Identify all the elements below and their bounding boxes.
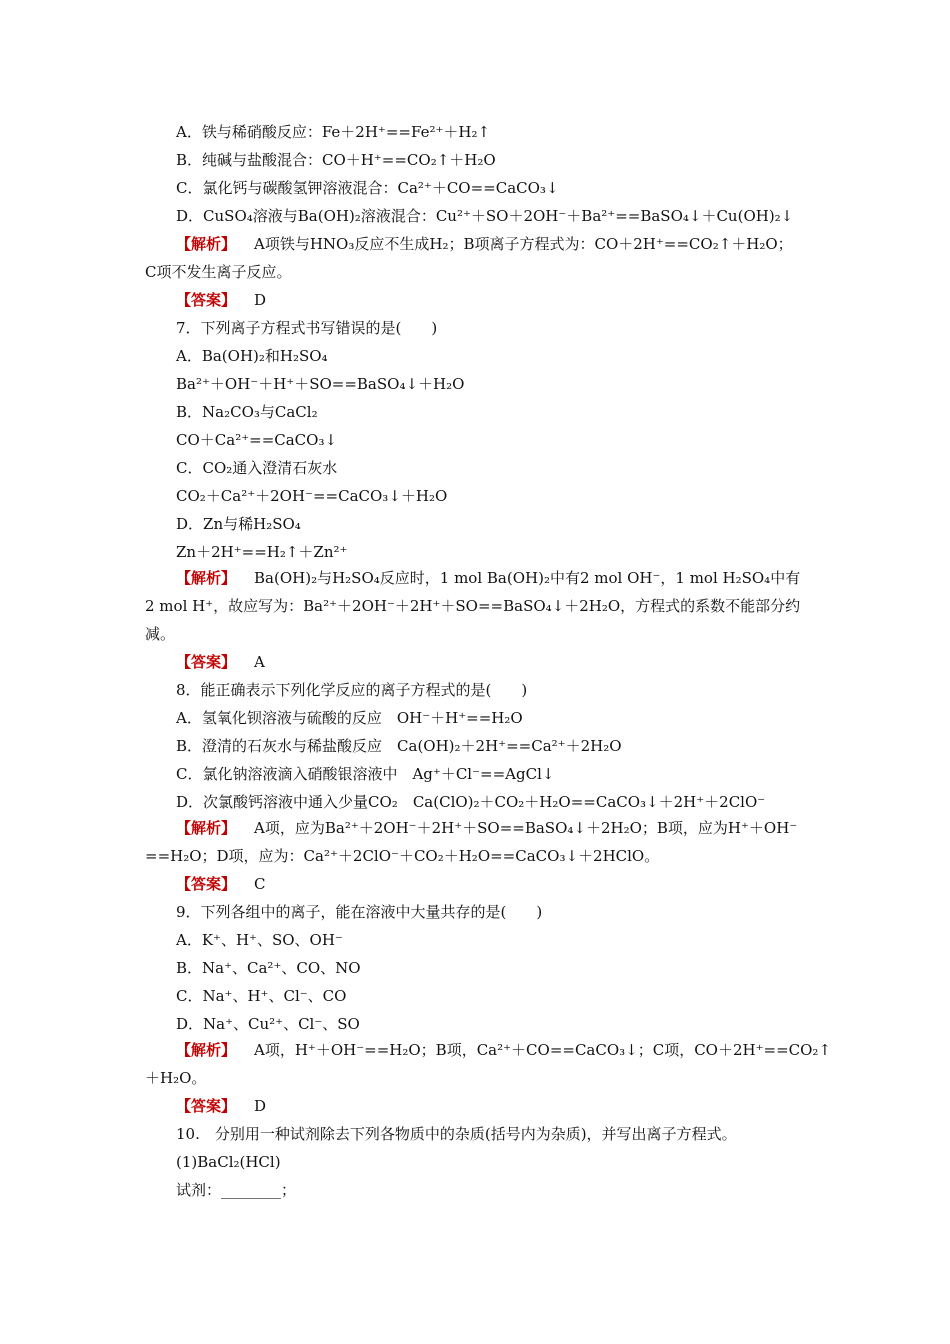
q8-answer bbox=[176, 870, 808, 898]
q8-stem: 8．能正确表示下列化学反应的离子方程式的是( ) bbox=[176, 681, 528, 699]
q9-option-d: D．Na⁺、Cu²⁺、Cl⁻、SO bbox=[176, 1015, 360, 1033]
answer-tag: 【答案】 bbox=[176, 291, 237, 309]
q7-analysis bbox=[176, 564, 808, 592]
q8-option-b: B．澄清的石灰水与稀盐酸反应 Ca(OH)₂＋2H⁺==Ca²⁺＋2H₂O bbox=[176, 737, 622, 755]
q6-option-d: D．CuSO₄溶液与Ba(OH)₂溶液混合：Cu²⁺＋SO＋2OH⁻＋Ba²⁺==BaSO₄↓＋Cu(OH)₂↓ bbox=[176, 207, 794, 225]
q8-analysis-text-2: ==H₂O；D项，应为：Ca²⁺＋2ClO⁻＋CO₂＋H₂O==CaCO₃↓＋2HClO。 bbox=[145, 847, 660, 865]
q7-option-c-equation: CO₂＋Ca²⁺＋2OH⁻==CaCO₃↓＋H₂O bbox=[176, 487, 448, 505]
q8-analysis-text-1: A项，应为Ba²⁺＋2OH⁻＋2H⁺＋SO==BaSO₄↓＋2H₂O；B项，应为H⁺＋OH⁻ bbox=[254, 819, 798, 837]
q9-answer bbox=[176, 1092, 808, 1120]
q9-analysis-text-1: A项，H⁺＋OH⁻==H₂O；B项，Ca²⁺＋CO==CaCO₃↓；C项，CO＋2H⁺==CO₂↑ bbox=[254, 1041, 832, 1059]
q10-stem: 10. 分别用一种试剂除去下列各物质中的杂质(括号内为杂质)，并写出离子方程式。 bbox=[176, 1125, 737, 1143]
q6-option-b: B．纯碱与盐酸混合：CO＋H⁺==CO₂↑＋H₂O bbox=[176, 151, 496, 169]
q6-option-c: C．氯化钙与碳酸氢钾溶液混合：Ca²⁺＋CO==CaCO₃↓ bbox=[176, 179, 559, 197]
q6-answer-value: D bbox=[254, 291, 267, 309]
answer-tag: 【答案】 bbox=[176, 875, 237, 893]
q9-option-c: C．Na⁺、H⁺、Cl⁻、CO bbox=[176, 987, 347, 1005]
q10-reagent-blank: 试剂：________； bbox=[176, 1181, 297, 1199]
q9-stem: 9．下列各组中的离子，能在溶液中大量共存的是( ) bbox=[176, 903, 543, 921]
analysis-tag: 【解析】 bbox=[176, 569, 237, 587]
answer-tag: 【答案】 bbox=[176, 1097, 237, 1115]
q6-answer bbox=[176, 286, 808, 314]
q9-analysis bbox=[176, 1036, 832, 1064]
q9-option-a: A．K⁺、H⁺、SO、OH⁻ bbox=[176, 931, 343, 949]
q7-option-a-equation: Ba²⁺＋OH⁻＋H⁺＋SO==BaSO₄↓＋H₂O bbox=[176, 375, 465, 393]
q7-option-b: B．Na₂CO₃与CaCl₂ bbox=[176, 403, 318, 421]
q7-answer-value: A bbox=[254, 653, 265, 671]
q8-answer-value: C bbox=[254, 875, 266, 893]
q6-option-a: A．铁与稀硝酸反应：Fe＋2H⁺==Fe²⁺＋H₂↑ bbox=[176, 123, 491, 141]
q8-option-d: D．次氯酸钙溶液中通入少量CO₂ Ca(ClO)₂＋CO₂＋H₂O==CaCO₃↓＋2H⁺＋2ClO⁻ bbox=[176, 793, 766, 811]
q9-option-b: B．Na⁺、Ca²⁺、CO、NO bbox=[176, 959, 361, 977]
q7-option-c: C．CO₂通入澄清石灰水 bbox=[176, 459, 338, 477]
analysis-tag: 【解析】 bbox=[176, 819, 237, 837]
analysis-tag: 【解析】 bbox=[176, 235, 237, 253]
answer-tag: 【答案】 bbox=[176, 653, 237, 671]
q7-option-a: A．Ba(OH)₂和H₂SO₄ bbox=[176, 347, 328, 365]
q6-analysis bbox=[176, 230, 808, 258]
analysis-tag: 【解析】 bbox=[176, 1041, 237, 1059]
q7-analysis-text-2: 2 mol H⁺，故应写为：Ba²⁺＋2OH⁻＋2H⁺＋SO==BaSO₄↓＋2H₂O，方程式的系数不能部分约 bbox=[145, 597, 801, 615]
q6-analysis-text-2: C项不发生离子反应。 bbox=[145, 263, 292, 281]
q7-option-b-equation: CO＋Ca²⁺==CaCO₃↓ bbox=[176, 431, 338, 449]
q7-analysis-text-3: 减。 bbox=[145, 625, 176, 643]
q8-analysis bbox=[176, 814, 808, 842]
q7-option-d: D．Zn与稀H₂SO₄ bbox=[176, 515, 301, 533]
q9-answer-value: D bbox=[254, 1097, 267, 1115]
q7-analysis-text-1: Ba(OH)₂与H₂SO₄反应时，1 mol Ba(OH)₂中有2 mol OH⁻，1 mol H₂SO₄中有 bbox=[254, 569, 801, 587]
q9-analysis-text-2: ＋H₂O。 bbox=[145, 1069, 207, 1087]
q7-stem: 7．下列离子方程式书写错误的是( ) bbox=[176, 319, 438, 337]
q7-answer bbox=[176, 648, 808, 676]
q6-analysis-text-1: A项铁与HNO₃反应不生成H₂；B项离子方程式为：CO＋2H⁺==CO₂↑＋H₂O； bbox=[254, 235, 793, 253]
q7-option-d-equation: Zn＋2H⁺==H₂↑＋Zn²⁺ bbox=[176, 543, 348, 561]
q10-subquestion-1: (1)BaCl₂(HCl) bbox=[176, 1153, 281, 1171]
q8-option-c: C．氯化钠溶液滴入硝酸银溶液中 Ag⁺＋Cl⁻==AgCl↓ bbox=[176, 765, 555, 783]
q8-option-a: A．氢氧化钡溶液与硫酸的反应 OH⁻＋H⁺==H₂O bbox=[176, 709, 523, 727]
